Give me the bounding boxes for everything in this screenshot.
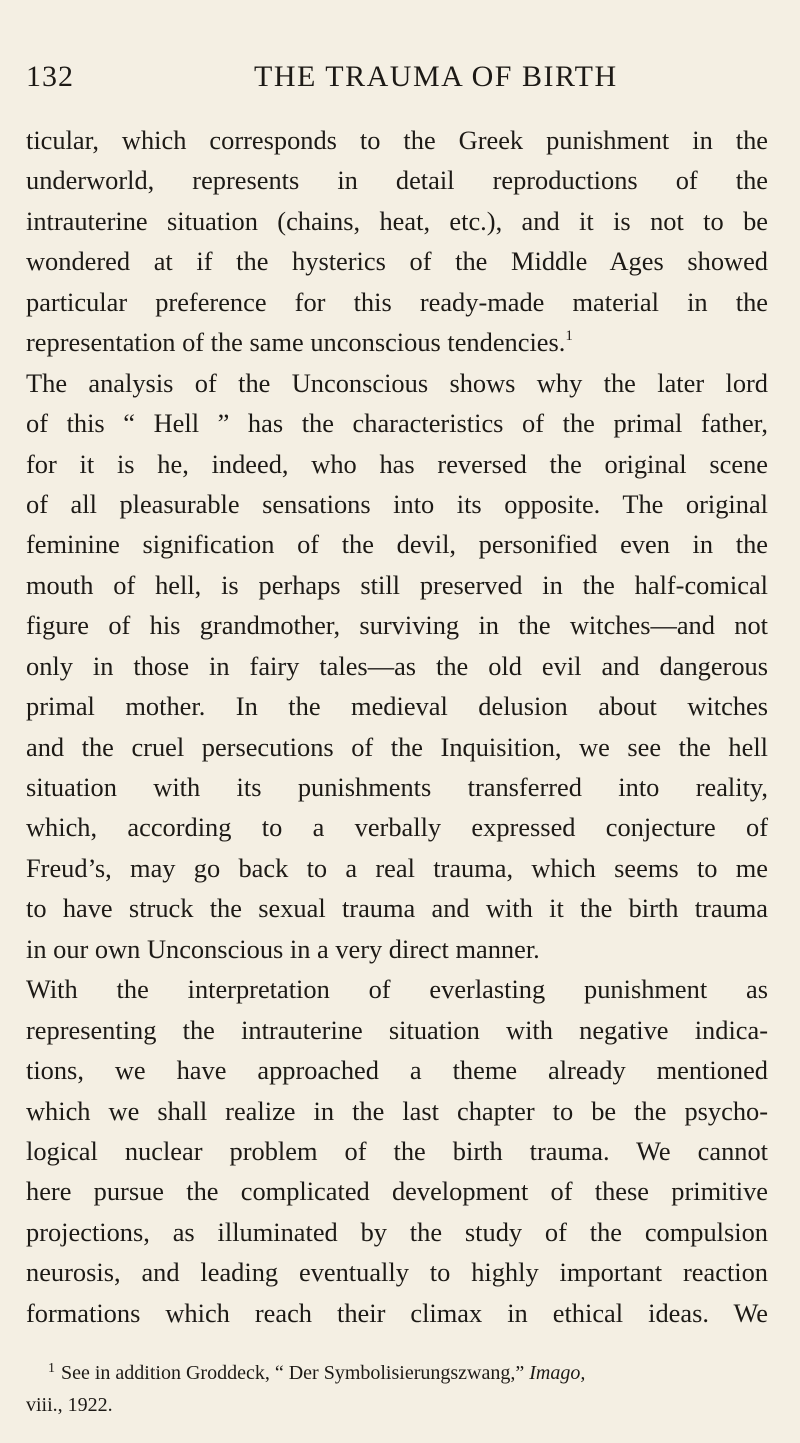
- text-line: tions, we have approached a theme already mentioned: [26, 1055, 768, 1086]
- text-line: particular preference for this ready-made material in the: [26, 286, 768, 317]
- text-line: feminine signification of the devil, personified even in the: [26, 529, 768, 560]
- text-line: With the interpretation of everlasting punishment as: [26, 974, 768, 1005]
- text-line-content: representation of the same unconscious tendencies.: [26, 327, 566, 358]
- body-text: [26, 120, 768, 1333]
- page-header: [26, 60, 768, 100]
- text-line: situation with its punishments transferred into reality,: [26, 772, 768, 802]
- text-line: which we shall realize in the last chapter to be the psycho-: [26, 1095, 768, 1126]
- text-line: formations which reach their climax in ethical ideas. We: [26, 1297, 768, 1328]
- text-line: wondered at if the hysterics of the Middle Ages showed: [26, 246, 768, 277]
- footnote-reference: 1: [565, 328, 573, 345]
- text-line: which, according to a verbally expressed conjecture of: [26, 812, 768, 843]
- text-line: projections, as illuminated by the study of the compulsion: [26, 1216, 768, 1247]
- footnote-marker: 1: [48, 1361, 55, 1376]
- text-line: logical nuclear problem of the birth trauma. We cannot: [26, 1135, 768, 1166]
- footnote: [26, 1353, 768, 1421]
- footnote-line: viii., 1922.: [26, 1394, 113, 1416]
- text-line: in our own Unconscious in a very direct manner.: [26, 933, 540, 964]
- page-number: 132: [26, 60, 74, 93]
- text-line: for it is he, indeed, who has reversed the original scene: [26, 448, 768, 479]
- text-line: ticular, which corresponds to the Greek punishment in the: [26, 125, 768, 155]
- text-line: underworld, represents in detail reproductions of the: [26, 165, 768, 196]
- running-head: THE TRAUMA OF BIRTH: [254, 60, 618, 93]
- footnote-text: See in addition Groddeck, “ Der Symbolisierungszwang,”: [61, 1362, 530, 1384]
- footnote-line: [26, 1353, 768, 1389]
- text-line: mouth of hell, is perhaps still preserved in the half-comical: [26, 569, 768, 600]
- text-line: and the cruel persecutions of the Inquisition, we see the hell: [26, 731, 768, 762]
- text-line: figure of his grandmother, surviving in the witches—and not: [26, 610, 768, 641]
- text-line: of all pleasurable sensations into its opposite. The original: [26, 488, 768, 519]
- text-line: primal mother. In the medieval delusion about witches: [26, 691, 768, 722]
- text-line: of this “ Hell ” has the characteristics of the primal father,: [26, 408, 768, 439]
- text-line: neurosis, and leading eventually to highly important reaction: [26, 1257, 768, 1288]
- text-line: only in those in fairy tales—as the old evil and dangerous: [26, 650, 768, 681]
- text-line: to have struck the sexual trauma and with it the birth trauma: [26, 893, 768, 924]
- footnote-journal: Imago,: [529, 1362, 586, 1384]
- text-line: representing the intrauterine situation with negative indica-: [26, 1014, 768, 1045]
- text-line: The analysis of the Unconscious shows why the later lord: [26, 367, 768, 398]
- text-line: here pursue the complicated development of these primitive: [26, 1176, 768, 1207]
- text-line: Freud’s, may go back to a real trauma, which seems to me: [26, 852, 768, 883]
- text-line: intrauterine situation (chains, heat, etc.), and it is not to be: [26, 205, 768, 236]
- text-line: [26, 322, 768, 362]
